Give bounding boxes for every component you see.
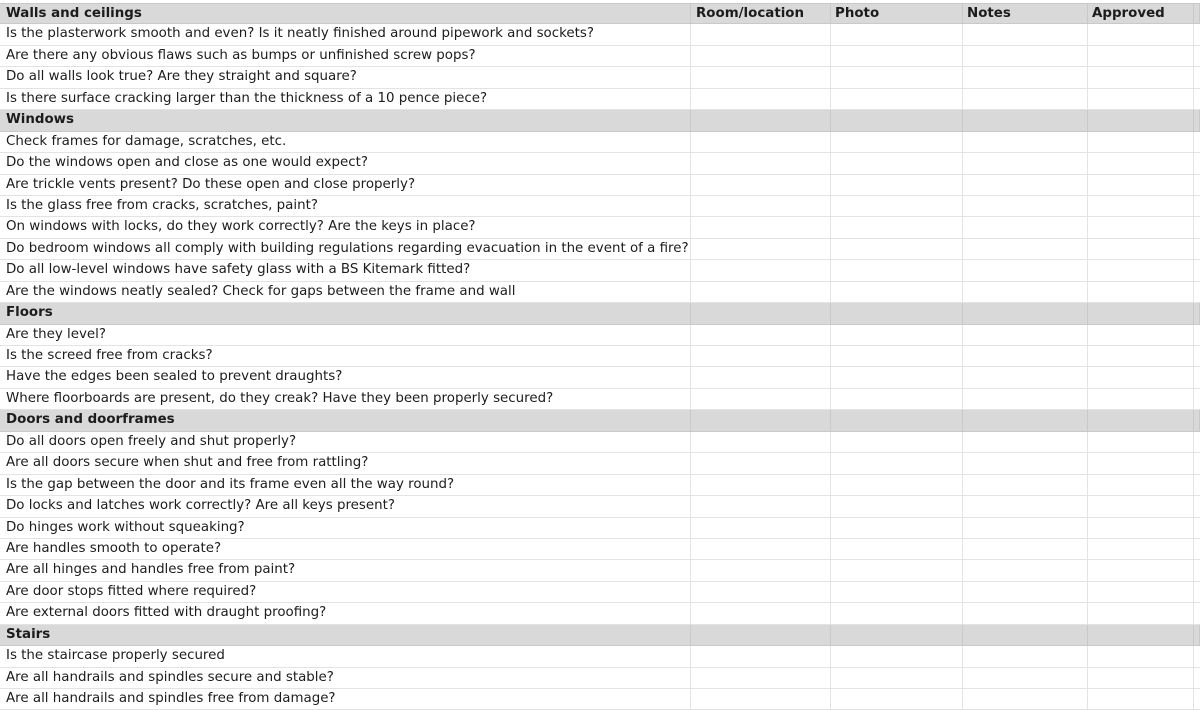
room-location-cell[interactable] [691,668,831,688]
question-cell[interactable] [0,196,691,216]
table-row [0,646,1200,667]
room-location-cell[interactable] [691,453,831,473]
notes-cell[interactable] [963,260,1088,280]
photo-cell[interactable] [831,175,963,195]
section-title: Windows [6,112,75,128]
room-location-cell[interactable] [691,560,831,580]
room-location-cell[interactable] [691,282,831,302]
question-text: Is the plasterwork smooth and even? Is it neatly finished around pipework and sockets? [6,26,594,42]
extra-cell[interactable] [1194,689,1200,709]
question-cell[interactable] [0,325,691,345]
extra-cell[interactable] [1194,260,1200,280]
photo-cell[interactable] [831,603,963,623]
notes-cell[interactable] [963,346,1088,366]
notes-cell[interactable] [963,132,1088,152]
extra-cell[interactable] [1194,646,1200,666]
approved-cell[interactable] [1088,46,1194,66]
photo-cell[interactable] [831,260,963,280]
question-text: Do hinges work without squeaking? [6,519,245,535]
extra-cell[interactable] [1194,325,1200,345]
room-location-cell[interactable] [691,175,831,195]
extra-cell[interactable] [1194,217,1200,237]
table-row [0,475,1200,496]
room-location-cell[interactable] [691,582,831,602]
extra-cell[interactable] [1194,453,1200,473]
table-row [0,175,1200,196]
photo-cell[interactable] [831,110,963,130]
header-cell-notes[interactable]: Notes [963,4,1088,23]
photo-cell[interactable] [831,689,963,709]
question-cell[interactable] [0,24,691,44]
question-text: Have the edges been sealed to prevent draughts? [6,369,343,385]
approved-cell[interactable] [1088,410,1194,430]
question-cell[interactable] [0,175,691,195]
table-row [0,539,1200,560]
photo-cell[interactable] [831,367,963,387]
notes-cell[interactable] [963,217,1088,237]
photo-cell[interactable] [831,217,963,237]
approved-cell[interactable] [1088,475,1194,495]
section-title: Doors and doorframes [6,412,175,428]
approved-cell[interactable] [1088,239,1194,259]
question-cell[interactable] [0,282,691,302]
notes-cell[interactable] [963,46,1088,66]
approved-cell[interactable] [1088,582,1194,602]
room-location-cell[interactable] [691,67,831,87]
photo-cell[interactable] [831,453,963,473]
notes-cell[interactable] [963,239,1088,259]
approved-cell[interactable] [1088,110,1194,130]
approved-cell[interactable] [1088,67,1194,87]
room-location-cell[interactable] [691,132,831,152]
room-location-cell[interactable] [691,325,831,345]
extra-cell[interactable] [1194,539,1200,559]
photo-cell[interactable] [831,325,963,345]
table-row [0,260,1200,281]
room-location-cell[interactable] [691,46,831,66]
photo-cell[interactable] [831,196,963,216]
question-cell[interactable] [0,496,691,516]
table-row [0,89,1200,110]
approved-cell[interactable] [1088,367,1194,387]
table-row [0,518,1200,539]
photo-cell[interactable] [831,389,963,409]
question-cell[interactable] [0,89,691,109]
approved-cell[interactable] [1088,153,1194,173]
approved-cell[interactable] [1088,282,1194,302]
extra-cell[interactable] [1194,625,1200,645]
question-cell[interactable] [0,367,691,387]
extra-cell[interactable] [1194,303,1200,323]
section-title-cell[interactable] [0,303,691,323]
question-text: Check frames for damage, scratches, etc. [6,133,287,149]
notes-cell[interactable] [963,175,1088,195]
notes-cell[interactable] [963,475,1088,495]
question-cell[interactable] [0,46,691,66]
question-text: Are all handrails and spindles secure and stable? [6,669,334,685]
question-text: Are there any obvious flaws such as bumps or unfinished screw pops? [6,47,476,63]
notes-cell[interactable] [963,367,1088,387]
room-location-cell[interactable] [691,389,831,409]
extra-cell[interactable] [1194,560,1200,580]
extra-cell[interactable] [1194,582,1200,602]
question-text: Are all hinges and handles free from paint? [6,562,296,578]
table-row [0,282,1200,303]
table-row [0,496,1200,517]
room-location-cell[interactable] [691,217,831,237]
photo-cell[interactable] [831,646,963,666]
question-text: Do all doors open freely and shut properly? [6,433,297,449]
approved-cell[interactable] [1088,89,1194,109]
notes-cell[interactable] [963,560,1088,580]
room-location-cell[interactable] [691,689,831,709]
table-row [0,603,1200,624]
approved-cell[interactable] [1088,518,1194,538]
notes-cell[interactable] [963,303,1088,323]
table-row [0,46,1200,67]
room-location-cell[interactable] [691,196,831,216]
question-text: Are the windows neatly sealed? Check for gaps between the frame and wall [6,283,516,299]
extra-cell[interactable] [1194,475,1200,495]
question-cell[interactable] [0,260,691,280]
photo-cell[interactable] [831,24,963,44]
photo-cell[interactable] [831,346,963,366]
header-cell-approved[interactable]: Approved [1088,4,1194,23]
approved-cell[interactable] [1088,196,1194,216]
photo-cell[interactable] [831,496,963,516]
photo-cell[interactable] [831,282,963,302]
notes-cell[interactable] [963,325,1088,345]
question-text: Do bedroom windows all comply with building regulations regarding evacuation in the event of a fire? [6,240,689,256]
question-text: Do the windows open and close as one would expect? [6,155,369,171]
room-location-cell[interactable] [691,603,831,623]
section-title: Stairs [6,626,51,642]
header-cell-section[interactable]: Walls and ceilings [0,4,691,23]
room-location-cell[interactable] [691,518,831,538]
approved-cell[interactable] [1088,303,1194,323]
table-row [0,217,1200,238]
question-text: Is the gap between the door and its frame even all the way round? [6,476,455,492]
extra-cell[interactable] [1194,389,1200,409]
notes-cell[interactable] [963,668,1088,688]
photo-cell[interactable] [831,625,963,645]
photo-cell[interactable] [831,46,963,66]
extra-cell[interactable] [1194,67,1200,87]
extra-cell[interactable] [1194,89,1200,109]
approved-cell[interactable] [1088,646,1194,666]
room-location-cell[interactable] [691,153,831,173]
photo-cell[interactable] [831,89,963,109]
section-row [0,110,1200,131]
notes-cell[interactable] [963,432,1088,452]
photo-cell[interactable] [831,539,963,559]
table-row [0,325,1200,346]
question-text: Are handles smooth to operate? [6,540,222,556]
photo-cell[interactable] [831,475,963,495]
question-text: Is the glass free from cracks, scratches, paint? [6,197,318,213]
question-cell[interactable] [0,539,691,559]
room-location-cell[interactable] [691,432,831,452]
question-cell[interactable] [0,689,691,709]
notes-cell[interactable] [963,67,1088,87]
question-cell[interactable] [0,582,691,602]
extra-cell[interactable] [1194,367,1200,387]
table-row [0,367,1200,388]
approved-cell[interactable] [1088,689,1194,709]
room-location-cell[interactable] [691,260,831,280]
notes-cell[interactable] [963,410,1088,430]
approved-cell[interactable] [1088,668,1194,688]
question-text: Are all doors secure when shut and free from rattling? [6,455,369,471]
approved-cell[interactable] [1088,432,1194,452]
section-row [0,303,1200,324]
question-text: Are door stops fitted where required? [6,583,257,599]
extra-cell[interactable] [1194,496,1200,516]
header-cell-room-location[interactable]: Room/location [691,4,831,23]
notes-cell[interactable] [963,196,1088,216]
room-location-cell[interactable] [691,625,831,645]
table-row [0,67,1200,88]
section-row [0,410,1200,431]
extra-cell[interactable] [1194,153,1200,173]
table-row [0,432,1200,453]
room-location-cell[interactable] [691,303,831,323]
photo-cell[interactable] [831,432,963,452]
extra-cell[interactable] [1194,282,1200,302]
header-row [0,3,1200,24]
section-row [0,625,1200,646]
section-title-cell[interactable] [0,110,691,130]
room-location-cell[interactable] [691,367,831,387]
table-row [0,389,1200,410]
notes-cell[interactable] [963,282,1088,302]
approved-cell[interactable] [1088,389,1194,409]
approved-cell[interactable] [1088,175,1194,195]
room-location-cell[interactable] [691,539,831,559]
notes-cell[interactable] [963,582,1088,602]
question-cell[interactable] [0,603,691,623]
table-row [0,560,1200,581]
approved-cell[interactable] [1088,24,1194,44]
notes-cell[interactable] [963,646,1088,666]
extra-cell[interactable] [1194,518,1200,538]
approved-cell[interactable] [1088,325,1194,345]
photo-cell[interactable] [831,560,963,580]
question-text: Are trickle vents present? Do these open and close properly? [6,176,416,192]
table-row [0,668,1200,689]
question-cell[interactable] [0,668,691,688]
photo-cell[interactable] [831,153,963,173]
extra-cell[interactable] [1194,24,1200,44]
notes-cell[interactable] [963,453,1088,473]
approved-cell[interactable] [1088,560,1194,580]
approved-cell[interactable] [1088,539,1194,559]
notes-cell[interactable] [963,603,1088,623]
photo-cell[interactable] [831,668,963,688]
approved-cell[interactable] [1088,453,1194,473]
extra-cell[interactable] [1194,668,1200,688]
extra-cell[interactable] [1194,603,1200,623]
question-text: Do all walls look true? Are they straight and square? [6,69,357,85]
question-cell[interactable] [0,453,691,473]
question-cell[interactable] [0,432,691,452]
approved-cell[interactable] [1088,346,1194,366]
question-cell[interactable] [0,560,691,580]
question-cell[interactable] [0,132,691,152]
question-text: Is the screed free from cracks? [6,348,213,363]
approved-cell[interactable] [1088,217,1194,237]
approved-cell[interactable] [1088,496,1194,516]
room-location-cell[interactable] [691,89,831,109]
question-cell[interactable] [0,67,691,87]
notes-cell[interactable] [963,625,1088,645]
extra-cell[interactable] [1194,46,1200,66]
question-text: Are external doors fitted with draught proofing? [6,605,327,621]
room-location-cell[interactable] [691,475,831,495]
checklist-spreadsheet [0,3,1200,710]
question-text: Is there surface cracking larger than the thickness of a 10 pence piece? [6,90,488,106]
notes-cell[interactable] [963,496,1088,516]
table-row [0,346,1200,367]
photo-cell[interactable] [831,518,963,538]
question-text: Where floorboards are present, do they creak? Have they been properly secured? [6,390,554,406]
extra-cell[interactable] [1194,110,1200,130]
notes-cell[interactable] [963,539,1088,559]
photo-cell[interactable] [831,239,963,259]
table-row [0,453,1200,474]
photo-cell[interactable] [831,132,963,152]
extra-cell[interactable] [1194,196,1200,216]
question-cell[interactable] [0,153,691,173]
room-location-cell[interactable] [691,239,831,259]
room-location-cell[interactable] [691,496,831,516]
approved-cell[interactable] [1088,260,1194,280]
extra-cell[interactable] [1194,346,1200,366]
extra-cell[interactable] [1194,239,1200,259]
notes-cell[interactable] [963,689,1088,709]
notes-cell[interactable] [963,110,1088,130]
approved-cell[interactable] [1088,625,1194,645]
question-text: Do all low-level windows have safety glass with a BS Kitemark fitted? [6,262,471,278]
room-location-cell[interactable] [691,24,831,44]
question-text: Are all handrails and spindles free from damage? [6,691,336,706]
table-row [0,153,1200,174]
approved-cell[interactable] [1088,132,1194,152]
photo-cell[interactable] [831,303,963,323]
question-cell[interactable] [0,217,691,237]
table-row [0,582,1200,603]
table-row [0,196,1200,217]
notes-cell[interactable] [963,24,1088,44]
question-cell[interactable] [0,389,691,409]
question-text: On windows with locks, do they work correctly? Are the keys in place? [6,219,476,235]
section-title-cell[interactable] [0,625,691,645]
room-location-cell[interactable] [691,410,831,430]
question-cell[interactable] [0,346,691,366]
photo-cell[interactable] [831,410,963,430]
notes-cell[interactable] [963,89,1088,109]
section-title-cell[interactable] [0,410,691,430]
photo-cell[interactable] [831,67,963,87]
notes-cell[interactable] [963,518,1088,538]
header-cell-photo[interactable]: Photo [831,4,963,23]
question-cell[interactable] [0,518,691,538]
question-text: Are they level? [6,326,106,342]
question-cell[interactable] [0,475,691,495]
extra-cell[interactable] [1194,132,1200,152]
notes-cell[interactable] [963,389,1088,409]
room-location-cell[interactable] [691,110,831,130]
room-location-cell[interactable] [691,346,831,366]
question-cell[interactable] [0,646,691,666]
extra-cell[interactable] [1194,432,1200,452]
approved-cell[interactable] [1088,603,1194,623]
header-cell-extra[interactable] [1194,4,1200,23]
question-cell[interactable] [0,239,691,259]
extra-cell[interactable] [1194,410,1200,430]
table-row [0,239,1200,260]
table-row [0,24,1200,45]
extra-cell[interactable] [1194,175,1200,195]
room-location-cell[interactable] [691,646,831,666]
table-row [0,132,1200,153]
section-title: Floors [6,305,53,321]
photo-cell[interactable] [831,582,963,602]
notes-cell[interactable] [963,153,1088,173]
checklist-rows [0,24,1200,710]
question-text: Is the staircase properly secured [6,648,225,664]
question-text: Do locks and latches work correctly? Are all keys present? [6,498,395,514]
